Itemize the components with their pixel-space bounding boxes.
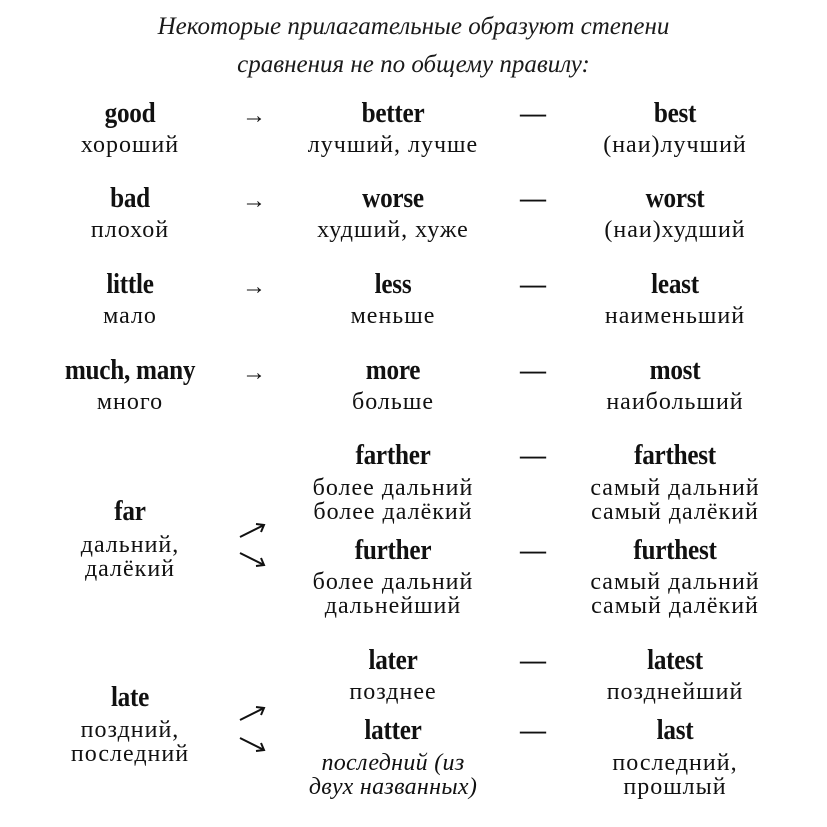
superlative-translation: позднейший [606,679,744,705]
superlative-word: least [651,269,699,300]
arrow-icon: → [242,188,266,214]
arrow-icon: → [242,103,266,129]
heading-line-1: Некоторые прилагательные образуют степени [157,13,670,40]
superlative-translation-line-2: самый далёкий [591,499,759,525]
base-word: much, many [64,355,196,386]
comparative-translation: больше [352,389,434,415]
comparative-translation-line-1: последний (из [321,750,465,776]
comparative-translation: позднее [349,679,437,705]
arrow-icon: → [242,274,266,300]
base-translation: много [96,389,164,415]
base-word: bad [110,183,150,214]
comparative-word: farther [355,440,431,471]
base-word: far [114,496,146,527]
dash-separator: — [520,270,546,299]
superlative-translation-line-1: последний, [612,750,738,776]
dash-separator: — [520,646,546,675]
superlative-word: farthest [634,440,716,471]
superlative-word: last [656,715,694,746]
comparative-word: more [365,355,421,386]
base-translation: плохой [90,217,170,243]
superlative-word: most [649,355,701,386]
comparative-translation-line-2: более далёкий [313,499,473,525]
comparative-translation-line-2: дальнейший [324,593,462,619]
base-translation-line-2: последний [70,741,190,767]
comparative-word: better [361,98,425,129]
base-translation: хороший [80,132,180,158]
base-word: little [106,269,154,300]
comparative-translation: лучший, лучше [307,132,479,158]
superlative-word: worst [645,183,705,214]
dash-separator: — [520,441,546,470]
comparative-word: latter [364,715,422,746]
dash-separator: — [520,356,546,385]
superlative-word: best [653,98,697,129]
dash-separator: — [520,99,546,128]
dash-separator: — [520,716,546,745]
base-word: good [104,98,156,129]
comparative-word: later [368,645,418,676]
comparative-translation: меньше [350,303,436,329]
arrow-down-icon [236,735,272,755]
superlative-word: furthest [633,535,717,566]
superlative-translation-line-2: прошлый [623,774,727,800]
base-translation: мало [103,303,157,329]
arrow-up-icon [236,703,272,723]
base-translation-line-1: дальний, [80,532,180,558]
arrow-icon: → [242,360,266,386]
comparative-translation-line-1: более дальний [312,569,474,595]
dash-separator: — [520,184,546,213]
arrow-down-icon [236,550,272,570]
comparative-word: less [374,269,412,300]
superlative-translation-line-1: самый дальний [590,475,760,501]
base-word: late [110,682,150,713]
arrow-up-icon [236,520,272,540]
comparative-translation-line-1: более дальний [312,475,474,501]
superlative-translation: (наи)лучший [603,132,747,158]
superlative-translation: наименьший [604,303,746,329]
superlative-translation-line-2: самый далёкий [591,593,759,619]
comparative-word: worse [362,183,424,214]
superlative-translation: наибольший [606,389,744,415]
comparative-translation-line-2: двух названных) [308,774,478,800]
base-translation-line-1: поздний, [80,717,180,743]
superlative-word: latest [647,645,703,676]
base-translation-line-2: далёкий [84,556,176,582]
heading-line-2: сравнения не по общему правилу: [237,51,590,78]
comparative-translation: худший, хуже [317,217,469,243]
superlative-translation-line-1: самый дальний [590,569,760,595]
comparative-word: further [354,535,432,566]
dash-separator: — [520,536,546,565]
superlative-translation: (наи)худший [604,217,746,243]
